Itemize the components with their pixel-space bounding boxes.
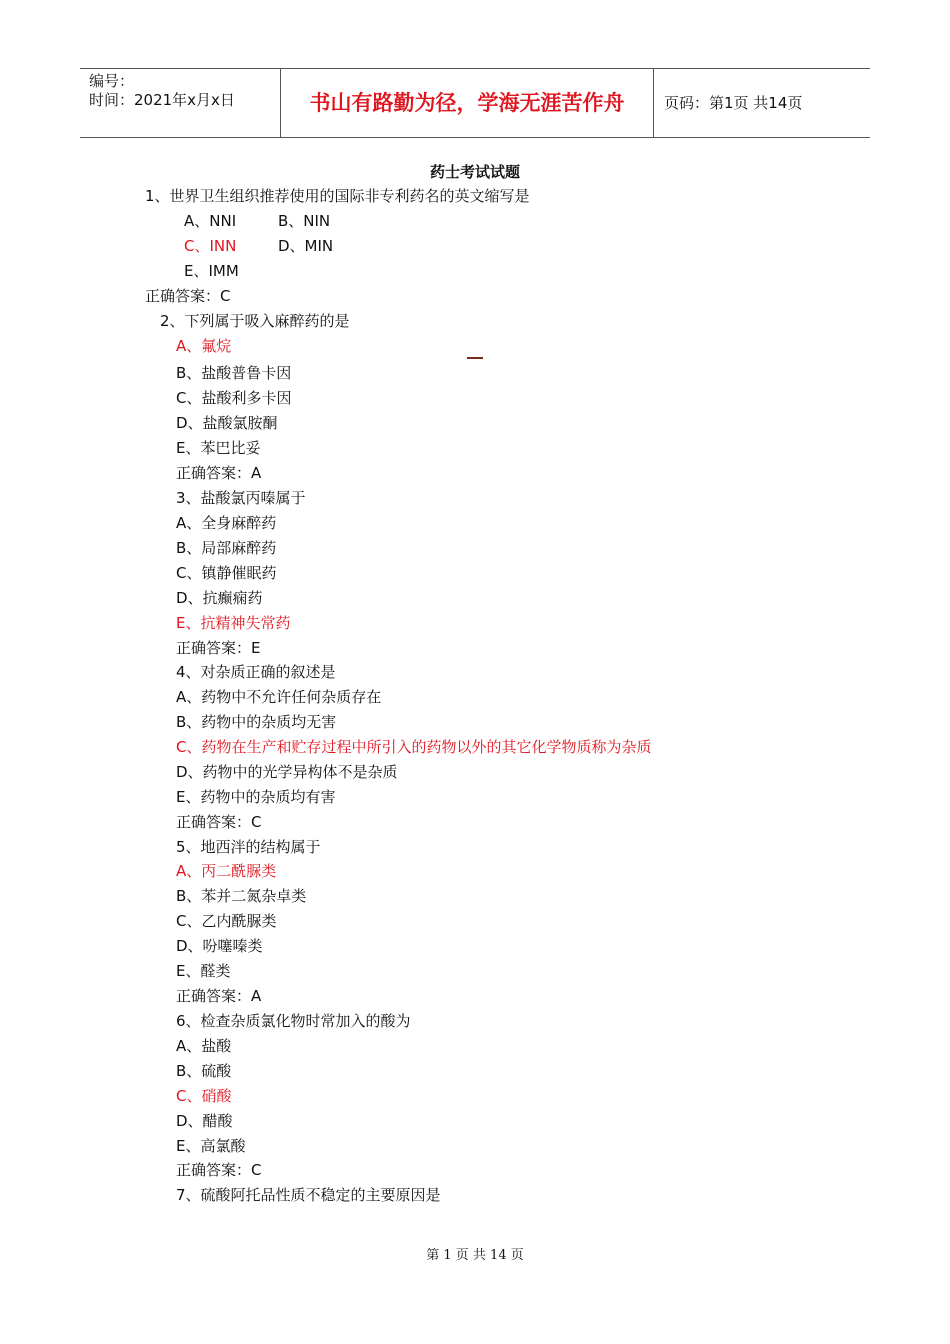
page-footer: 第 1 页 共 14 页 [426, 1248, 524, 1263]
option: B、盐酸普鲁卡因 [176, 364, 292, 382]
option: A、盐酸 [176, 1037, 232, 1055]
option: C、镇静催眠药 [176, 564, 277, 582]
option-correct: C、硝酸 [176, 1087, 232, 1105]
option: E、高氯酸 [176, 1137, 246, 1155]
question-stem: 1、世界卫生组织推荐使用的国际非专利药名的英文缩写是 [145, 187, 530, 205]
option: A、全身麻醉药 [176, 514, 277, 532]
answer: 正确答案：A [176, 464, 262, 482]
answer: 正确答案：C [145, 287, 231, 305]
question-stem: 5、地西泮的结构属于 [176, 838, 321, 856]
option-correct: A、丙二酰脲类 [176, 862, 277, 880]
option: D、抗癫痫药 [176, 589, 263, 607]
option: E、醛类 [176, 962, 231, 980]
option: D、MIN [278, 237, 334, 255]
option: E、IMM [184, 262, 239, 280]
page-header [80, 68, 870, 138]
answer: 正确答案：C [176, 813, 262, 831]
answer: 正确答案：E [176, 639, 261, 657]
question-stem: 7、硫酸阿托品性质不稳定的主要原因是 [176, 1186, 441, 1204]
option: A、NNI [184, 212, 237, 230]
decorative-mark [467, 357, 483, 359]
option-correct: C、药物在生产和贮存过程中所引入的药物以外的其它化学物质称为杂质 [176, 738, 652, 756]
option: D、吩噻嗪类 [176, 937, 263, 955]
option: D、醋酸 [176, 1112, 233, 1130]
question-stem: 2、下列属于吸入麻醉药的是 [160, 312, 350, 330]
option: B、药物中的杂质均无害 [176, 713, 337, 731]
option-correct: E、抗精神失常药 [176, 614, 291, 632]
option: B、NIN [278, 212, 331, 230]
answer: 正确答案：A [176, 987, 262, 1005]
option: D、药物中的光学异构体不是杂质 [176, 763, 398, 781]
header-page-info: 页码：第1页 共14页 [664, 94, 803, 112]
option-correct: A、氟烷 [176, 337, 232, 355]
option: B、硫酸 [176, 1062, 232, 1080]
option: A、药物中不允许任何杂质存在 [176, 688, 382, 706]
question-stem: 3、盐酸氯丙嗪属于 [176, 489, 306, 507]
header-motto: 书山有路勤为径，学海无涯苦作舟 [281, 69, 654, 137]
time-label: 时间：2021年x月x日 [89, 91, 235, 109]
option: C、盐酸利多卡因 [176, 389, 292, 407]
question-stem: 4、对杂质正确的叙述是 [176, 663, 336, 681]
option: E、药物中的杂质均有害 [176, 788, 336, 806]
option: B、局部麻醉药 [176, 539, 277, 557]
option: D、盐酸氯胺酮 [176, 414, 278, 432]
option: C、乙内酰脲类 [176, 912, 277, 930]
answer: 正确答案：C [176, 1161, 262, 1179]
option: E、苯巴比妥 [176, 439, 261, 457]
serial-label: 编号： [89, 72, 135, 90]
question-stem: 6、检查杂质氯化物时常加入的酸为 [176, 1012, 411, 1030]
document-title: 药士考试试题 [429, 163, 520, 181]
header-meta [80, 69, 281, 137]
option: B、苯并二氮杂卓类 [176, 887, 307, 905]
option-correct: C、INN [184, 237, 237, 255]
